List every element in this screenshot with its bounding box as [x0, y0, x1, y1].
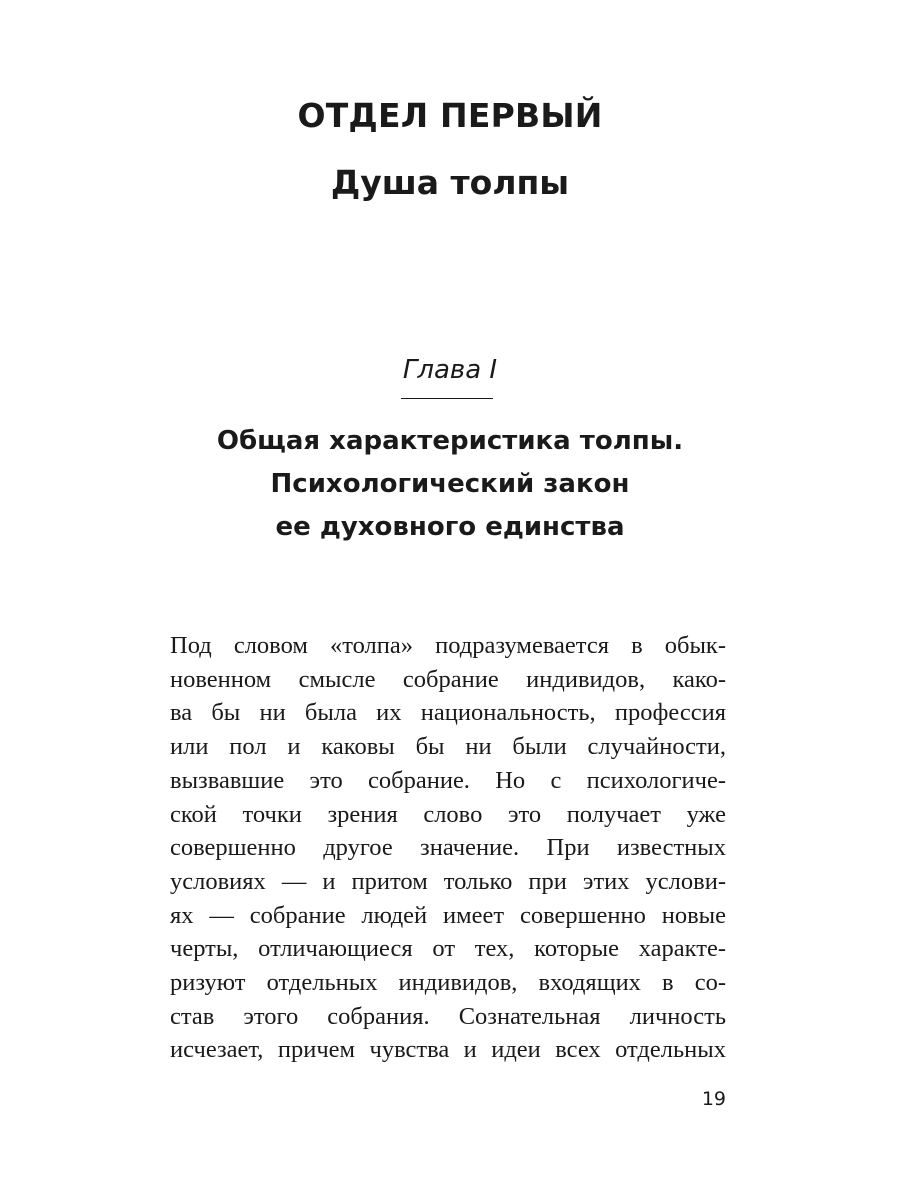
- text-line: ской точки зрения слово это получает уже: [170, 800, 726, 828]
- body-paragraph: [170, 629, 726, 1067]
- chapter-title: [0, 420, 900, 549]
- text-line: ризуют отдельных индивидов, входящих в со-: [170, 969, 726, 997]
- section-title: ОТДЕЛ ПЕРВЫЙ: [297, 96, 603, 135]
- page-number: 19: [701, 1088, 726, 1110]
- text-line: вызвавшие это собрание. Но с психологиче-: [170, 766, 726, 794]
- text-line: черты, отличающиеся от тех, которые характе-: [170, 935, 726, 963]
- text-line: исчезает, причем чувства и идеи всех отдельных: [170, 1036, 726, 1064]
- chapter-title-line: Психологический закон: [270, 469, 630, 499]
- text-line: став этого собрания. Сознательная личность: [170, 1002, 726, 1030]
- text-line: условиях — и притом только при этих услови-: [170, 867, 726, 895]
- section-subtitle: Душа толпы: [330, 163, 570, 202]
- chapter-underline: [401, 398, 493, 399]
- text-line: новенном смысле собрание индивидов, како-: [170, 665, 726, 693]
- chapter-title-line: Общая характеристика толпы.: [216, 426, 684, 456]
- chapter-title-line: ее духовного единства: [275, 512, 625, 542]
- text-line: совершенно другое значение. При известных: [170, 834, 726, 862]
- text-line: или пол и каковы бы ни были случайности,: [170, 733, 726, 761]
- text-line: ва бы ни была их национальность, профессия: [170, 699, 726, 727]
- text-line: ях — собрание людей имеет совершенно новые: [170, 901, 726, 929]
- text-line: Под словом «толпа» подразумевается в обык-: [170, 632, 726, 659]
- chapter-label: Глава I: [402, 355, 498, 385]
